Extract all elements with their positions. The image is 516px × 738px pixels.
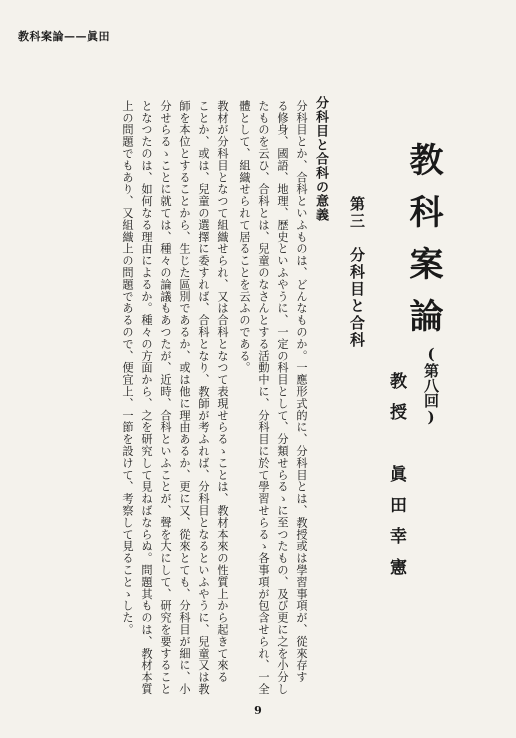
article-title: 教科案論 — [403, 142, 443, 350]
body-column: 上の問題でもあり、又組織上の問題であるので、便宜上、一節を設けて、考察して見ることゝした。 — [121, 100, 134, 636]
body-column: 教材が分科目となつて組織せられ、又は合科となつて表現せらるゝことは、教材本來の性質上から起きて來る — [216, 100, 229, 684]
body-column: 師を本位とすることから、生じた區別であるか、或は他に理由あるか、更に又、從來とても、分科目が細に、小 — [178, 100, 191, 695]
body-column: ことか、或は、兒童の選擇に委すれば、合科となり、教師が考ふれば、分科目となるといふやうに、兒童又は教 — [197, 100, 210, 695]
body-column: 體として、組織せられて居ることを云ふのである。 — [238, 100, 251, 374]
running-head: 教科案論——眞田 — [18, 30, 110, 43]
body-column: となつたのは、如何なる理由によるか。種々の方面から、之を研究して見ねばならぬ。問題其ものは、教材本質 — [140, 100, 153, 695]
body-column: 分せらるゝことに就ては、種々の論議もあつたが、近時、合科といふことが、聲を大にして、研究を要すること — [159, 100, 172, 695]
installment-number: (第八回) — [422, 345, 440, 426]
page-number: 9 — [254, 704, 262, 717]
subheading: 分科目と合科の意義 — [313, 96, 328, 222]
body-column: る修身、國語、地理、歴史といふやうに、一定の科目として、分類せらるゝに至つたもの、及び更に之を小分し — [276, 100, 289, 695]
author-byline: 教授 眞田幸憲 — [386, 372, 406, 589]
body-column: たものを云ひ、合科とは、兒童のなさんとする活動中に、分科目に於て學習せらるゝ各事項が包含せられ、一全 — [257, 100, 270, 695]
section-title: 第三 分科目と合科 — [348, 196, 366, 349]
body-column: 分科目とか、合科といふものは、どんなものか。一應形式的に、分科目とは、教授或は學習事項が、從來存す — [295, 100, 308, 684]
